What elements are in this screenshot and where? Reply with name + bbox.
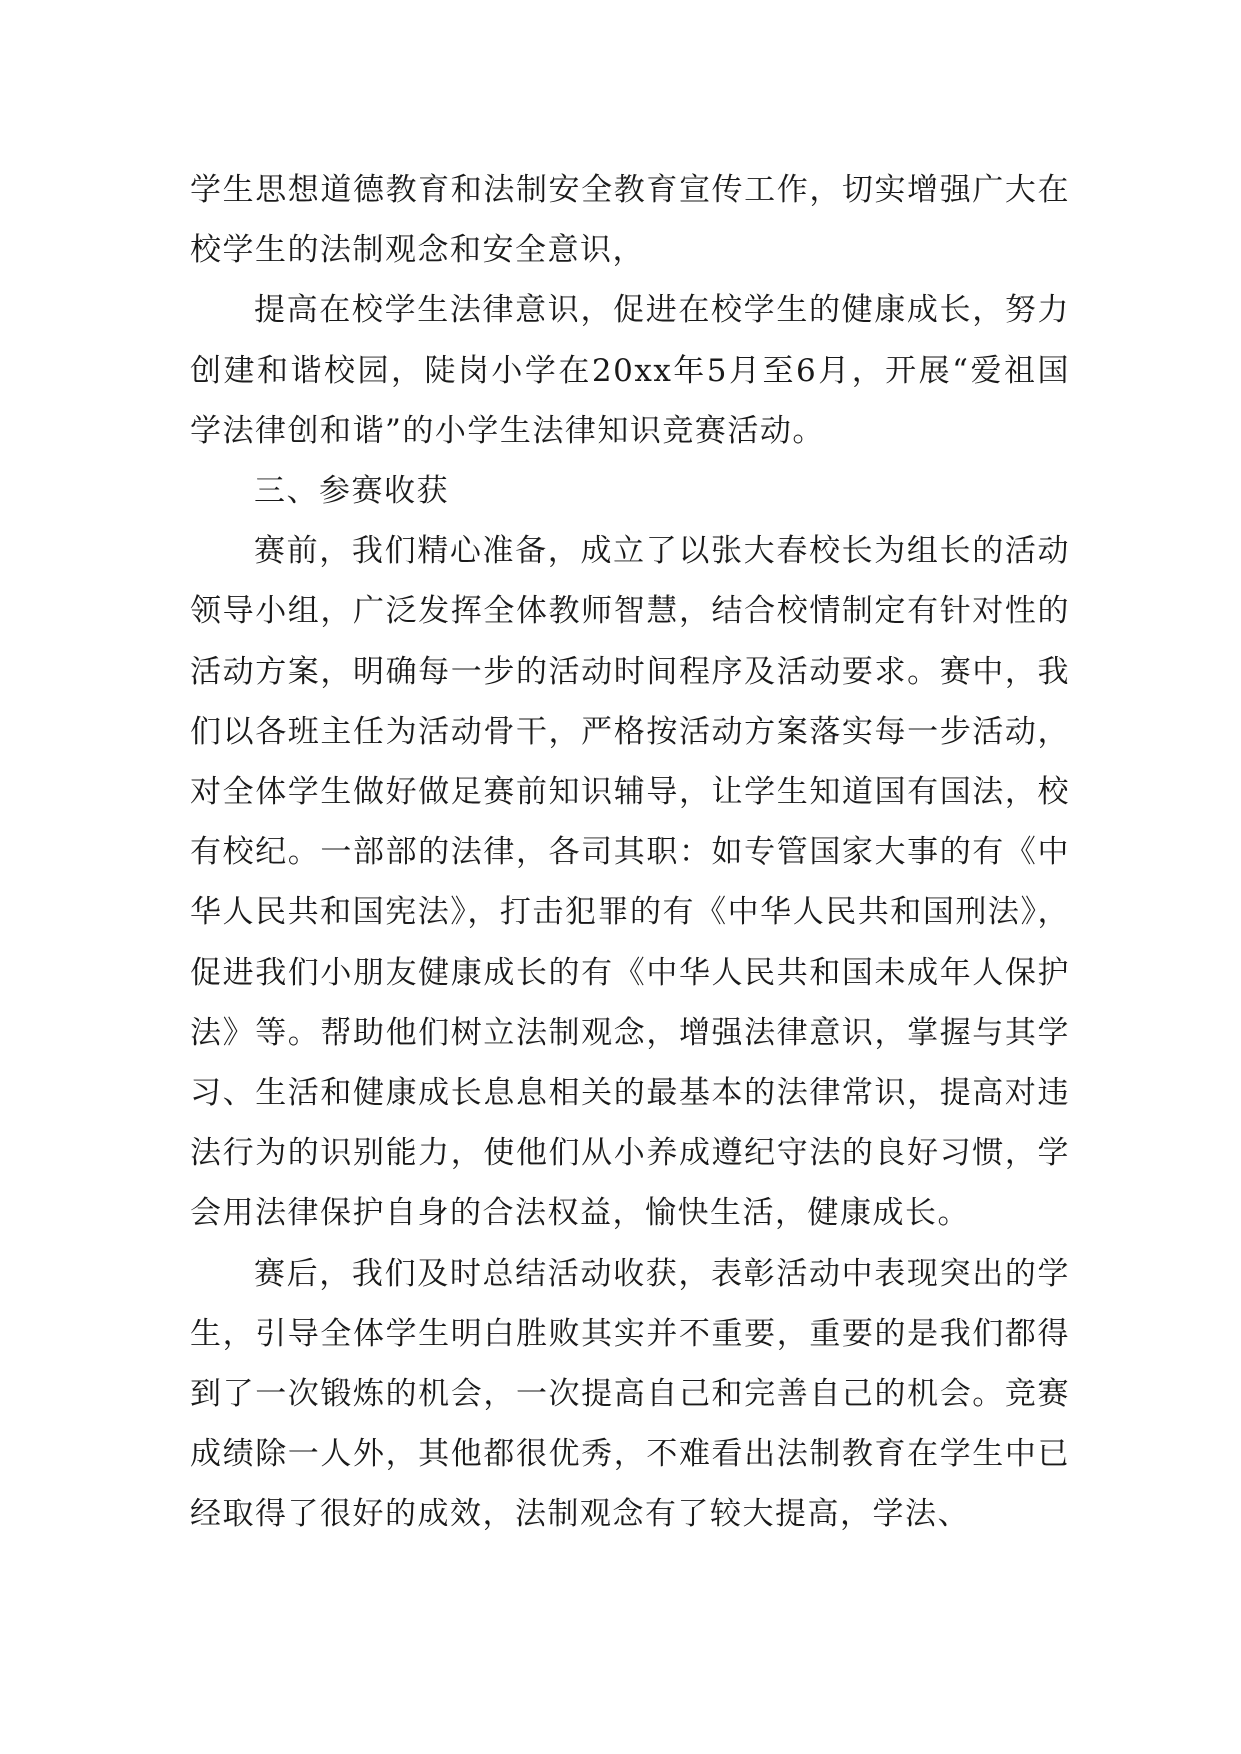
section-heading-gains: 三、参赛收获 — [254, 473, 449, 510]
paragraph-before-competition: 赛前，我们精心准备，成立了以张大春校长为组长的活动领导小组，广泛发挥全体教师智慧，结合校情制定有针对性的活动方案，明确每一步的活动时间程序及活动要求。赛中，我们以各班主任为活动骨干，严格按活动方案落实每一步活动，对全体学生做好做足赛前知识辅导，让学生知道国有国法，校有校纪。一部部的法律，各司其职：如专管国家大事的有《中华人民共和国宪法》，打击犯罪的有《中华人民共和国刑法》，促进我们小朋友健康成长的有《中华人民共和国未成年人保护法》等。帮助他们树立法制观念，增强法律意识，掌握与其学习、生活和健康成长息息相关的最基本的法律常识，提高对违法行为的识别能力，使他们从小养成遵纪守法的良好习惯，学会用法律保护自身的合法权益，愉快生活，健康成长。 — [190, 533, 1070, 1232]
paragraph-after-competition: 赛后，我们及时总结活动收获，表彰活动中表现突出的学生，引导全体学生明白胜败其实并不重要，重要的是我们都得到了一次锻炼的机会，一次提高自己和完善自己的机会。竞赛成绩除一人外，其他都很优秀，不难看出法制教育在学生中已经取得了很好的成效，法制观念有了较大提高，学法、 — [190, 1255, 1070, 1533]
document-body — [190, 160, 1070, 1545]
paragraph-continuation: 学生思想道德教育和法制安全教育宣传工作，切实增强广大在校学生的法制观念和安全意识， — [190, 172, 1070, 269]
paragraph-competition-intro: 提高在校学生法律意识，促进在校学生的健康成长，努力创建和谐校园，陡岗小学在20xx年5月至6月，开展“爱祖国学法律创和谐”的小学生法律知识竞赛活动。 — [190, 292, 1070, 449]
